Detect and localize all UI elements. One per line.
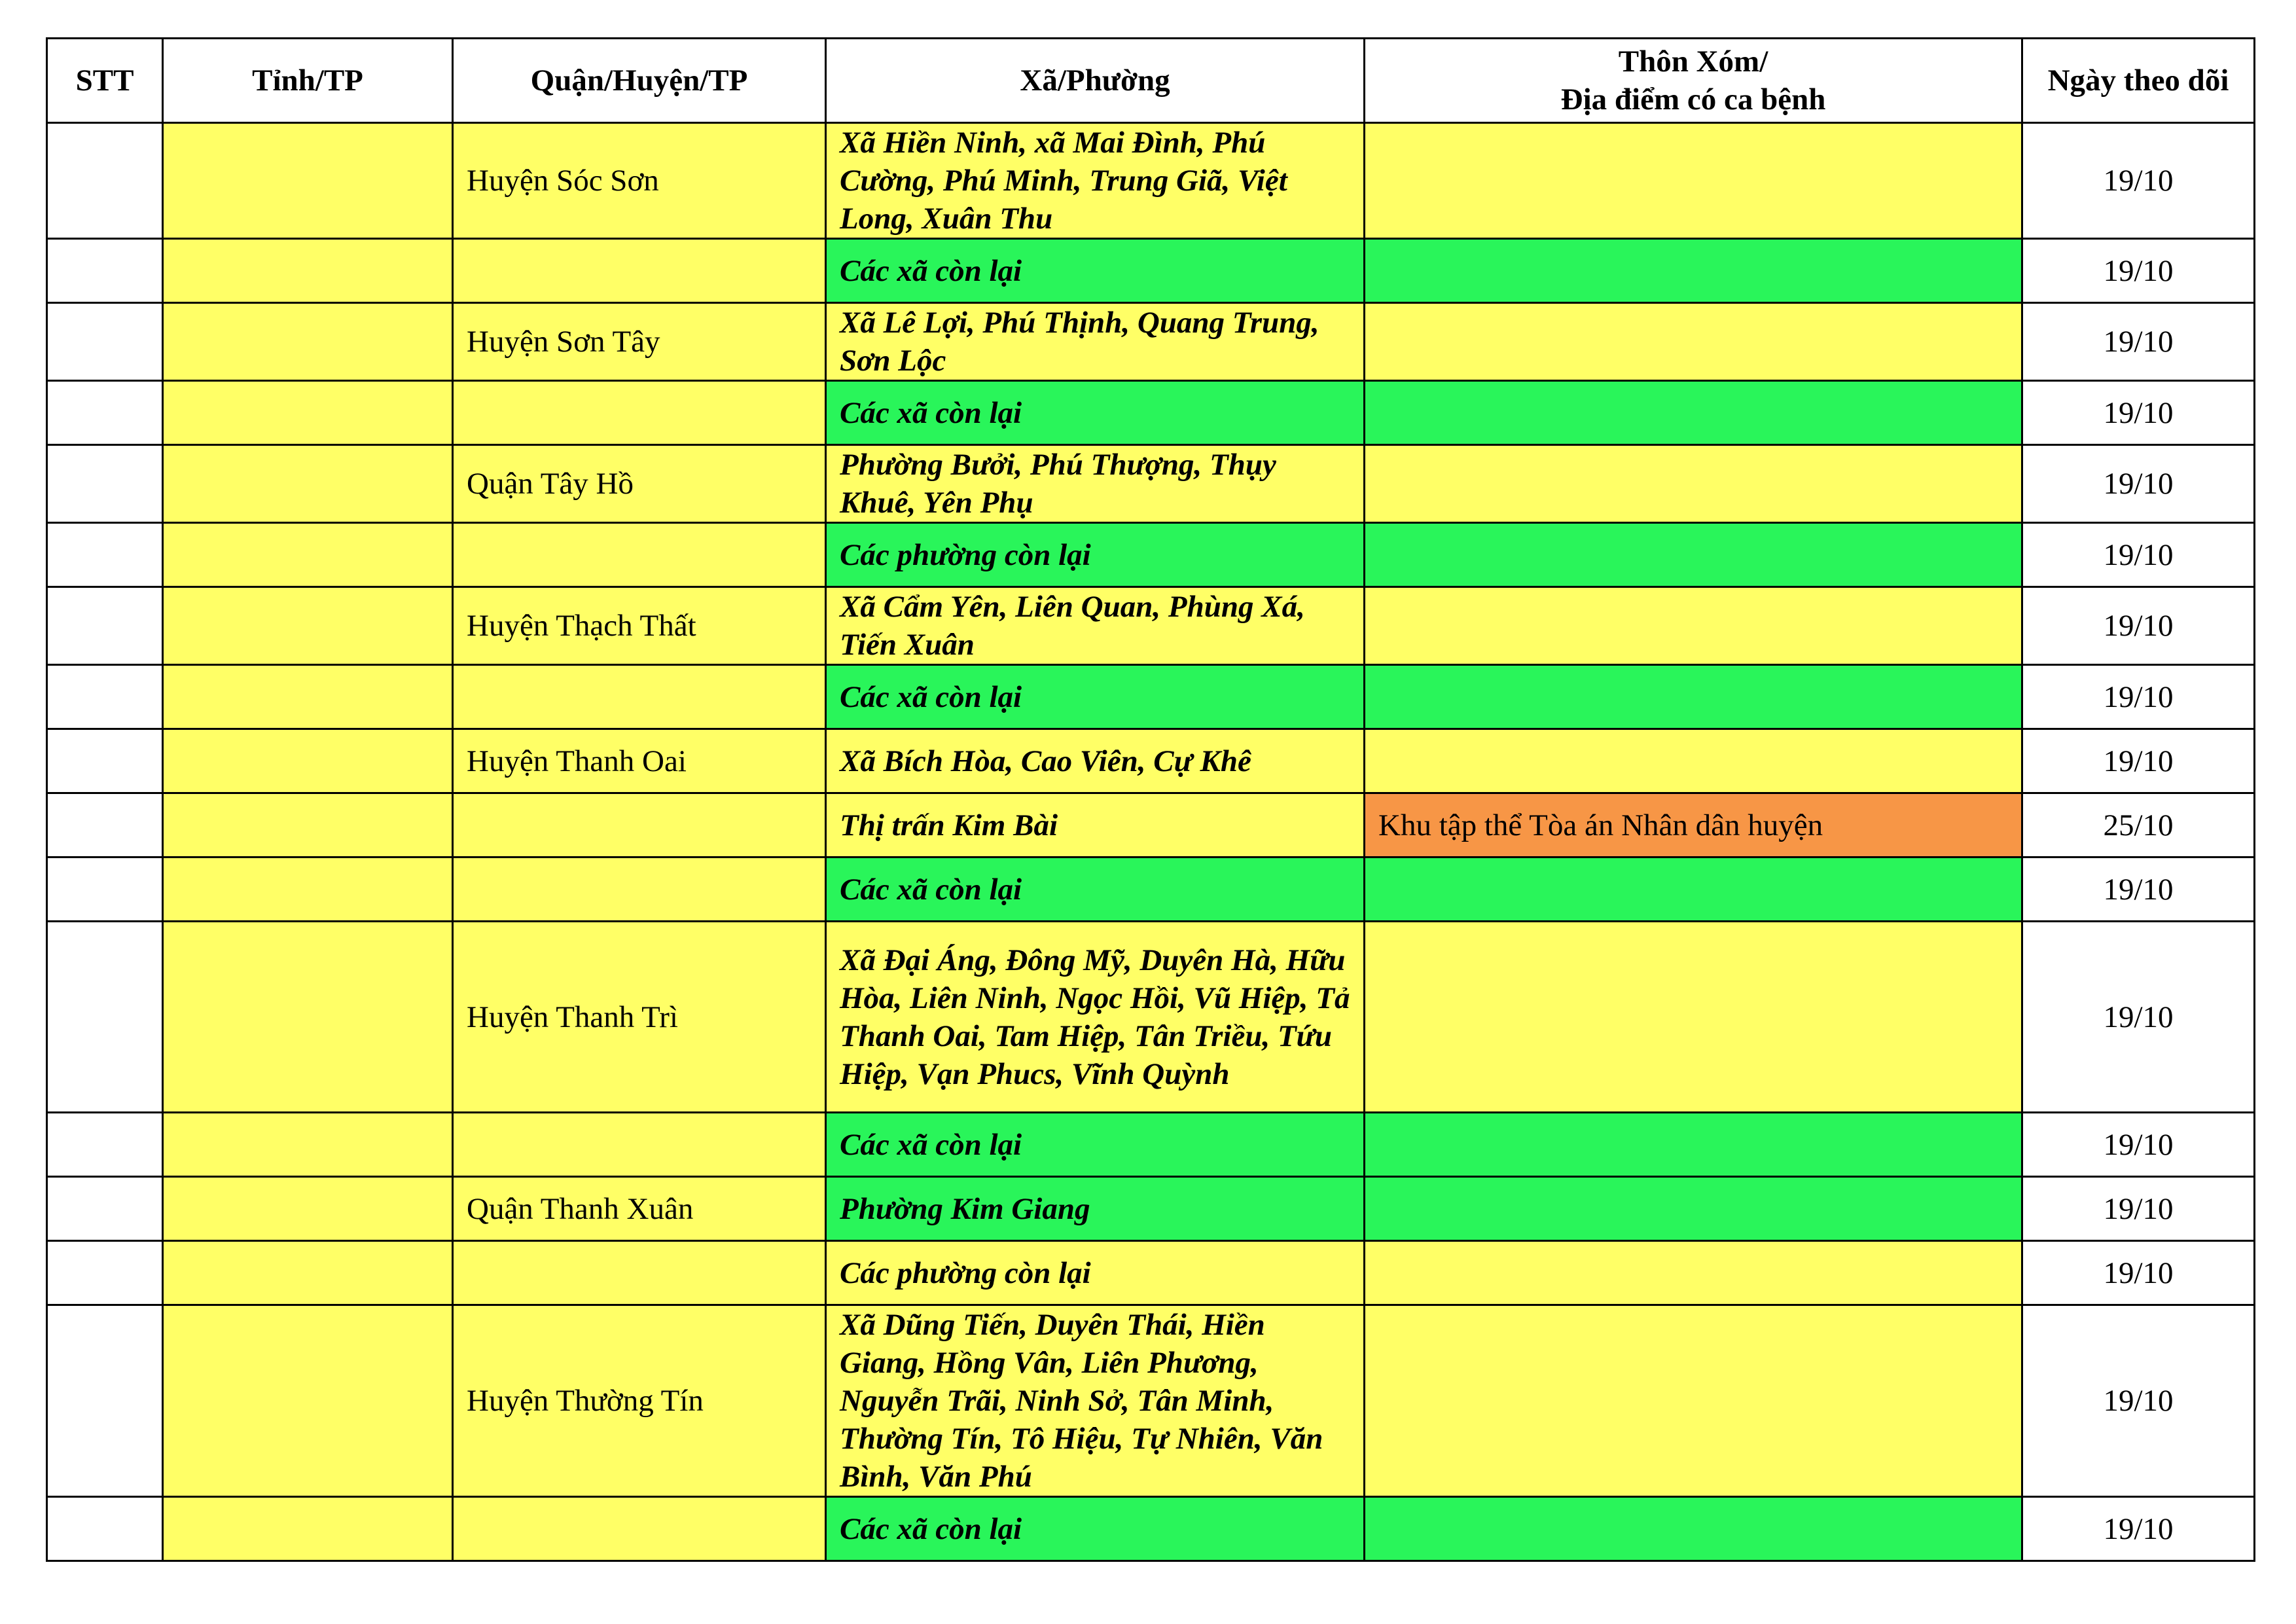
table-row [47, 1497, 2255, 1561]
district-cell [453, 239, 826, 303]
location-cell [1365, 587, 2022, 665]
table-row [47, 123, 2255, 239]
district-cell [453, 857, 826, 922]
header-date: Ngày theo dõi [2022, 39, 2255, 123]
ward-cell: Thị trấn Kim Bài [826, 793, 1365, 857]
stt-cell [47, 922, 163, 1113]
district-cell: Huyện Thạch Thất [453, 587, 826, 665]
table-row [47, 793, 2255, 857]
header-district: Quận/Huyện/TP [453, 39, 826, 123]
stt-cell [47, 729, 163, 793]
province-cell [163, 729, 453, 793]
table-row [47, 381, 2255, 445]
ward-cell: Các xã còn lại [826, 665, 1365, 729]
date-cell: 19/10 [2022, 922, 2255, 1113]
district-cell [453, 1497, 826, 1561]
district-cell: Quận Thanh Xuân [453, 1177, 826, 1241]
province-cell [163, 1113, 453, 1177]
stt-cell [47, 303, 163, 381]
province-cell [163, 303, 453, 381]
covid-risk-table [46, 37, 2255, 1562]
ward-cell: Xã Cẩm Yên, Liên Quan, Phùng Xá, Tiến Xuân [826, 587, 1365, 665]
header-row [47, 39, 2255, 123]
ward-cell: Các xã còn lại [826, 1113, 1365, 1177]
province-cell [163, 665, 453, 729]
date-cell: 19/10 [2022, 239, 2255, 303]
location-cell [1365, 729, 2022, 793]
table-row [47, 587, 2255, 665]
header-ward: Xã/Phường [826, 39, 1365, 123]
stt-cell [47, 587, 163, 665]
province-cell [163, 523, 453, 587]
table-row [47, 523, 2255, 587]
ward-cell: Xã Dũng Tiến, Duyên Thái, Hiền Giang, Hồng Vân, Liên Phương, Nguyễn Trãi, Ninh Sở, Tân Minh, Thường Tín, Tô Hiệu, Tự Nhiên, Văn Bình, Văn Phú [826, 1305, 1365, 1497]
district-cell [453, 523, 826, 587]
province-cell [163, 1305, 453, 1497]
stt-cell [47, 793, 163, 857]
stt-cell [47, 857, 163, 922]
location-cell: Khu tập thể Tòa án Nhân dân huyện [1365, 793, 2022, 857]
ward-cell: Xã Hiền Ninh, xã Mai Đình, Phú Cường, Phú Minh, Trung Giã, Việt Long, Xuân Thu [826, 123, 1365, 239]
date-cell: 19/10 [2022, 523, 2255, 587]
district-cell: Huyện Sóc Sơn [453, 123, 826, 239]
table-row [47, 1113, 2255, 1177]
province-cell [163, 239, 453, 303]
date-cell: 19/10 [2022, 587, 2255, 665]
district-cell [453, 1241, 826, 1305]
province-cell [163, 922, 453, 1113]
ward-cell: Các xã còn lại [826, 239, 1365, 303]
location-cell [1365, 1305, 2022, 1497]
table-row [47, 303, 2255, 381]
location-cell [1365, 1113, 2022, 1177]
district-cell [453, 793, 826, 857]
stt-cell [47, 665, 163, 729]
ward-cell: Các xã còn lại [826, 857, 1365, 922]
location-cell [1365, 1241, 2022, 1305]
table-row [47, 665, 2255, 729]
location-cell [1365, 1497, 2022, 1561]
table-row [47, 922, 2255, 1113]
stt-cell [47, 239, 163, 303]
location-cell [1365, 922, 2022, 1113]
location-cell [1365, 239, 2022, 303]
stt-cell [47, 1113, 163, 1177]
ward-cell: Xã Đại Áng, Đông Mỹ, Duyên Hà, Hữu Hòa, Liên Ninh, Ngọc Hồi, Vũ Hiệp, Tả Thanh Oai, Tam Hiệp, Tân Triều, Tứu Hiệp, Vạn Phucs, Vĩnh Quỳnh [826, 922, 1365, 1113]
table-row [47, 239, 2255, 303]
table-row [47, 729, 2255, 793]
district-cell [453, 1113, 826, 1177]
ward-cell: Xã Lê Lợi, Phú Thịnh, Quang Trung, Sơn Lộc [826, 303, 1365, 381]
district-cell: Huyện Thanh Trì [453, 922, 826, 1113]
date-cell: 19/10 [2022, 445, 2255, 523]
stt-cell [47, 123, 163, 239]
ward-cell: Phường Bưởi, Phú Thượng, Thụy Khuê, Yên Phụ [826, 445, 1365, 523]
province-cell [163, 381, 453, 445]
ward-cell: Các phường còn lại [826, 523, 1365, 587]
province-cell [163, 123, 453, 239]
location-cell [1365, 303, 2022, 381]
date-cell: 19/10 [2022, 1177, 2255, 1241]
province-cell [163, 1177, 453, 1241]
header-stt: STT [47, 39, 163, 123]
header-location-line2: Địa điểm có ca bệnh [1560, 82, 1826, 117]
province-cell [163, 793, 453, 857]
location-cell [1365, 523, 2022, 587]
stt-cell [47, 1497, 163, 1561]
location-cell [1365, 445, 2022, 523]
table-row [47, 1241, 2255, 1305]
table-row [47, 1177, 2255, 1241]
date-cell: 19/10 [2022, 1113, 2255, 1177]
district-cell: Huyện Sơn Tây [453, 303, 826, 381]
table-row [47, 1305, 2255, 1497]
district-cell: Huyện Thường Tín [453, 1305, 826, 1497]
district-cell: Huyện Thanh Oai [453, 729, 826, 793]
location-cell [1365, 1177, 2022, 1241]
date-cell: 19/10 [2022, 1497, 2255, 1561]
stt-cell [47, 445, 163, 523]
district-cell [453, 665, 826, 729]
province-cell [163, 1497, 453, 1561]
ward-cell: Các xã còn lại [826, 1497, 1365, 1561]
stt-cell [47, 1305, 163, 1497]
header-location-line1: Thôn Xóm/ [1618, 45, 1768, 79]
location-cell [1365, 857, 2022, 922]
district-cell: Quận Tây Hồ [453, 445, 826, 523]
stt-cell [47, 1177, 163, 1241]
header-location [1365, 39, 2022, 123]
province-cell [163, 857, 453, 922]
ward-cell: Xã Bích Hòa, Cao Viên, Cự Khê [826, 729, 1365, 793]
table-body [47, 123, 2255, 1561]
table-row [47, 445, 2255, 523]
date-cell: 25/10 [2022, 793, 2255, 857]
stt-cell [47, 1241, 163, 1305]
table-row [47, 857, 2255, 922]
ward-cell: Các phường còn lại [826, 1241, 1365, 1305]
date-cell: 19/10 [2022, 857, 2255, 922]
date-cell: 19/10 [2022, 729, 2255, 793]
date-cell: 19/10 [2022, 1305, 2255, 1497]
province-cell [163, 1241, 453, 1305]
date-cell: 19/10 [2022, 381, 2255, 445]
ward-cell: Các xã còn lại [826, 381, 1365, 445]
district-cell [453, 381, 826, 445]
date-cell: 19/10 [2022, 665, 2255, 729]
date-cell: 19/10 [2022, 1241, 2255, 1305]
date-cell: 19/10 [2022, 303, 2255, 381]
date-cell: 19/10 [2022, 123, 2255, 239]
location-cell [1365, 123, 2022, 239]
ward-cell: Phường Kim Giang [826, 1177, 1365, 1241]
province-cell [163, 445, 453, 523]
location-cell [1365, 381, 2022, 445]
province-cell [163, 587, 453, 665]
location-cell [1365, 665, 2022, 729]
stt-cell [47, 523, 163, 587]
stt-cell [47, 381, 163, 445]
header-province: Tỉnh/TP [163, 39, 453, 123]
